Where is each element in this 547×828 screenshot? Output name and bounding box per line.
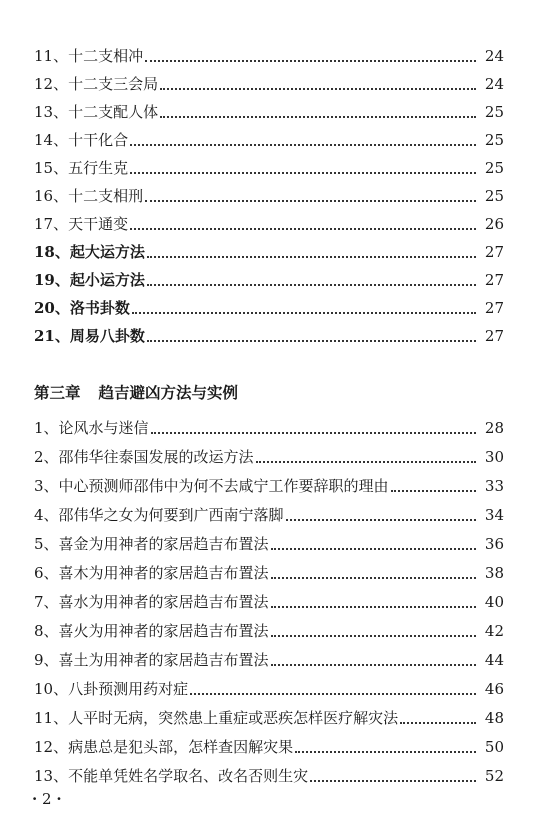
toc-entry xyxy=(34,501,504,525)
toc-entry-page: 36 xyxy=(484,535,504,553)
toc-entry-page: 42 xyxy=(484,622,504,640)
toc-entry-label: 11、十二支相冲 xyxy=(34,47,144,65)
chapter-title: 趋吉避凶方法与实例 xyxy=(98,383,239,402)
dot-leader xyxy=(190,692,476,695)
toc-entry-page: 34 xyxy=(484,506,504,524)
toc-entry-label: 16、十二支相刑 xyxy=(34,187,144,205)
page-number-footer xyxy=(32,790,62,808)
dot-leader xyxy=(271,663,476,666)
toc-entry xyxy=(34,210,504,234)
toc-entry xyxy=(34,414,504,438)
toc-entry xyxy=(34,530,504,554)
dot-leader xyxy=(151,431,476,434)
toc-entry xyxy=(34,238,504,262)
toc-entry-label: 5、喜金为用神者的家居趋吉布置法 xyxy=(34,535,269,553)
toc-entry-label: 15、五行生克 xyxy=(34,159,129,177)
toc-entry-label: 12、病患总是犯头部，怎样查因解灾果 xyxy=(34,738,294,756)
toc-entry-label: 2、邵伟华往泰国发展的改运方法 xyxy=(34,448,254,466)
toc-entry-page: 24 xyxy=(484,75,504,93)
toc-entry-page: 25 xyxy=(484,187,504,205)
toc-entry-label: 7、喜水为用神者的家居趋吉布置法 xyxy=(34,593,269,611)
toc-entry-label: 10、八卦预测用药对症 xyxy=(34,680,189,698)
toc-entry-label: 13、十二支配人体 xyxy=(34,103,159,121)
toc-entry-page: 28 xyxy=(484,419,504,437)
toc-entry xyxy=(34,98,504,122)
dot-leader xyxy=(145,59,476,62)
toc-entry-page: 27 xyxy=(484,243,504,261)
dot-leader xyxy=(256,460,476,463)
dot-leader xyxy=(391,489,476,492)
toc-entry xyxy=(34,126,504,150)
toc-entry-page: 52 xyxy=(484,767,504,785)
dot-leader xyxy=(295,750,476,753)
toc-entry-label: 14、十干化合 xyxy=(34,131,129,149)
toc-entry-label: 8、喜火为用神者的家居趋吉布置法 xyxy=(34,622,269,640)
toc-entry-page: 40 xyxy=(484,593,504,611)
dot-leader xyxy=(130,143,476,146)
dot-leader xyxy=(160,115,476,118)
toc-entry-label: 4、邵伟华之女为何要到广西南宁落脚 xyxy=(34,506,284,524)
toc-entry-page: 25 xyxy=(484,131,504,149)
dot-leader xyxy=(160,87,476,90)
toc-entry xyxy=(34,443,504,467)
dot-leader xyxy=(132,311,476,314)
toc-entry-page: 25 xyxy=(484,159,504,177)
toc-entry-page: 27 xyxy=(484,327,504,345)
toc-entry-label: 19、起小运方法 xyxy=(34,271,145,289)
chapter-number: 第三章 xyxy=(34,383,81,402)
toc-entry-page: 50 xyxy=(484,738,504,756)
toc-entry xyxy=(34,733,504,757)
toc-entry-label: 11、人平时无病，突然患上重症或恶疾怎样医疗解灾法 xyxy=(34,709,399,727)
toc-entry-page: 25 xyxy=(484,103,504,121)
toc-entry-page: 44 xyxy=(484,651,504,669)
toc-entry xyxy=(34,182,504,206)
toc-entry xyxy=(34,762,504,786)
dot-leader xyxy=(400,721,476,724)
dot-leader xyxy=(147,283,476,286)
toc-entry xyxy=(34,675,504,699)
toc-entry-label: 18、起大运方法 xyxy=(34,243,145,261)
toc-entry-label: 3、中心预测师邵伟中为何不去咸宁工作要辞职的理由 xyxy=(34,477,389,495)
dot-leader xyxy=(286,518,476,521)
toc-entry-label: 9、喜土为用神者的家居趋吉布置法 xyxy=(34,651,269,669)
toc-entry xyxy=(34,472,504,496)
chapter-heading xyxy=(34,381,504,405)
toc-entry xyxy=(34,646,504,670)
toc-entry-label: 17、天干通变 xyxy=(34,215,129,233)
toc-entry xyxy=(34,42,504,66)
dot-leader xyxy=(147,339,476,342)
toc-entry xyxy=(34,559,504,583)
dot-leader xyxy=(271,576,476,579)
dot-leader xyxy=(145,199,476,202)
toc-entry-label: 1、论风水与迷信 xyxy=(34,419,149,437)
dot-leader xyxy=(310,779,476,782)
toc-entry-page: 27 xyxy=(484,299,504,317)
dot-leader xyxy=(271,605,476,608)
footer-page-number: 2 xyxy=(42,790,52,808)
footer-dot-right: · xyxy=(56,790,62,808)
dot-leader xyxy=(147,255,476,258)
footer-dot-left: · xyxy=(32,790,38,808)
toc-entry-page: 38 xyxy=(484,564,504,582)
toc-entry xyxy=(34,266,504,290)
toc-entry-page: 24 xyxy=(484,47,504,65)
toc-entry-label: 6、喜木为用神者的家居趋吉布置法 xyxy=(34,564,269,582)
toc-entry xyxy=(34,704,504,728)
dot-leader xyxy=(271,634,476,637)
toc-entry-page: 46 xyxy=(484,680,504,698)
toc-entry xyxy=(34,70,504,94)
toc-entry-page: 27 xyxy=(484,271,504,289)
toc-entry xyxy=(34,588,504,612)
toc-entry-page: 48 xyxy=(484,709,504,727)
toc-entry xyxy=(34,617,504,641)
toc-entry-label: 21、周易八卦数 xyxy=(34,327,145,345)
toc-entry-label: 12、十二支三会局 xyxy=(34,75,159,93)
dot-leader xyxy=(130,171,476,174)
toc-entry xyxy=(34,154,504,178)
toc-entry-page: 33 xyxy=(484,477,504,495)
toc-entry xyxy=(34,294,504,318)
toc-entry-label: 20、洛书卦数 xyxy=(34,299,130,317)
dot-leader xyxy=(130,227,476,230)
toc-entry-label: 13、不能单凭姓名学取名、改名否则生灾 xyxy=(34,767,309,785)
toc-entry xyxy=(34,322,504,346)
toc-entry-page: 26 xyxy=(484,215,504,233)
toc-entry-page: 30 xyxy=(484,448,504,466)
dot-leader xyxy=(271,547,476,550)
